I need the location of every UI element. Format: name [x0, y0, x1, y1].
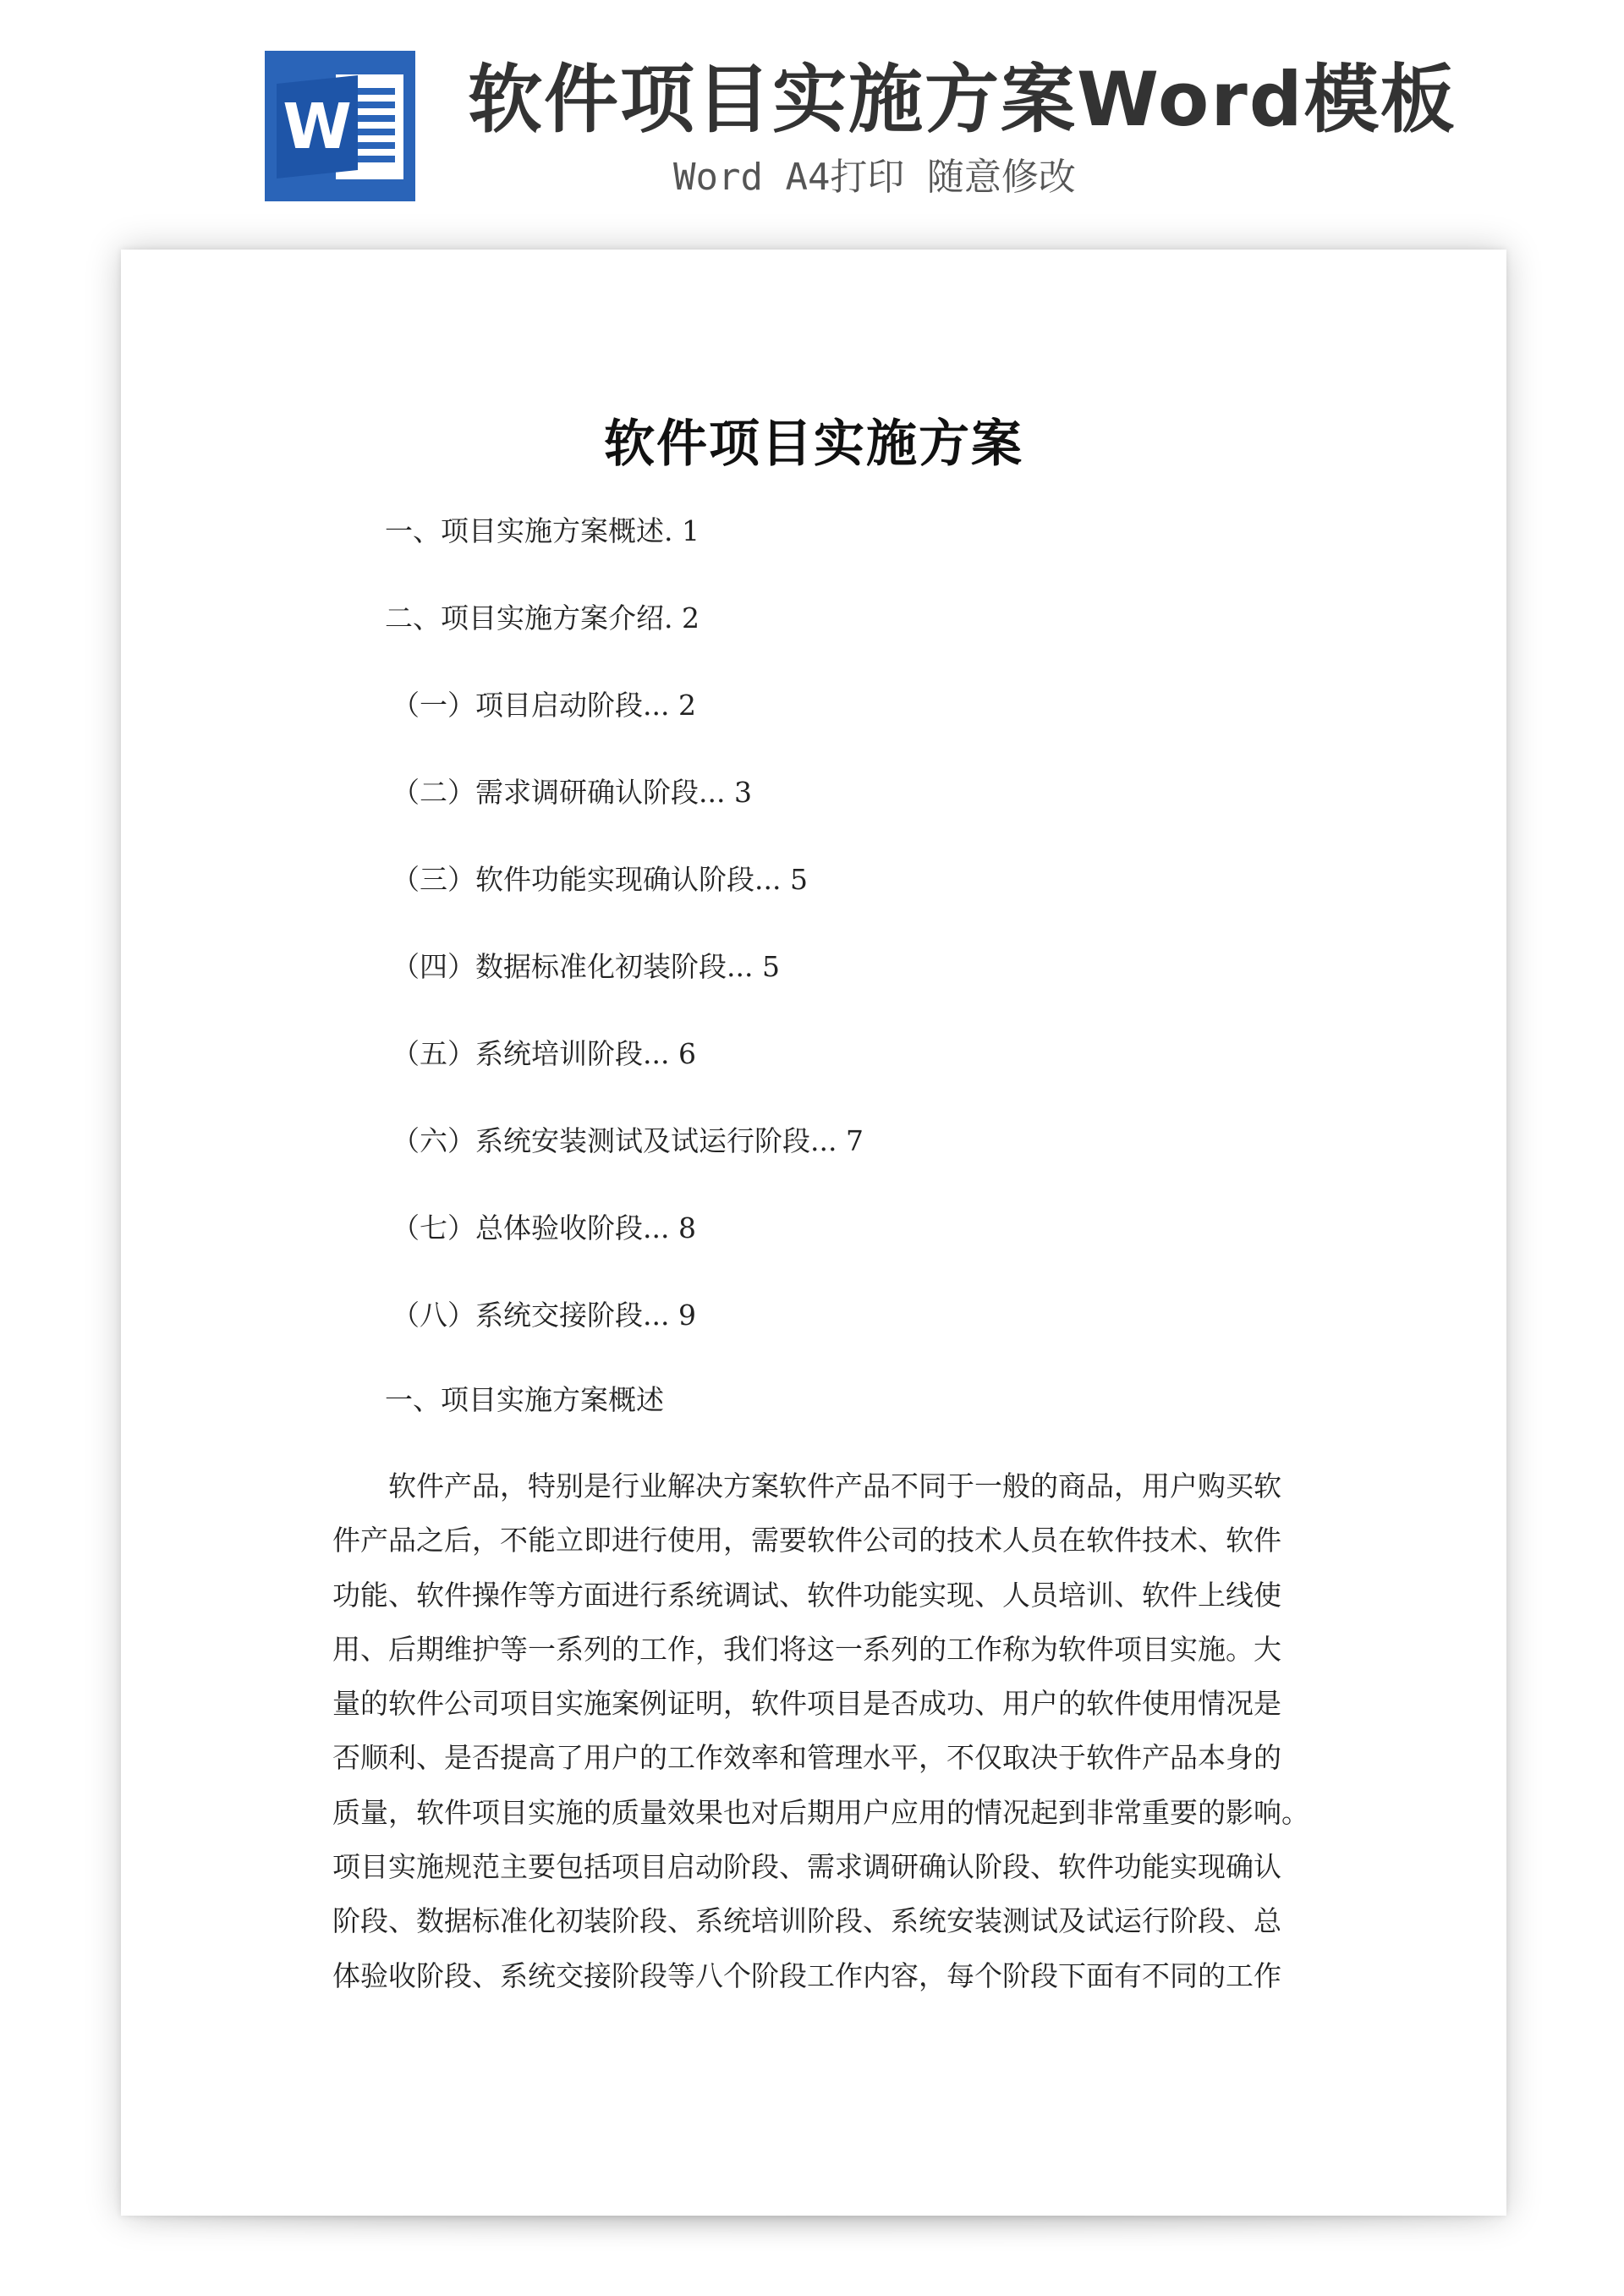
toc-item[interactable]: 二、项目实施方案介绍. 2 [385, 601, 700, 634]
banner-subtitle: Word A4打印 随意修改 [673, 156, 1076, 199]
toc-item[interactable]: （二）需求调研确认阶段... 3 [392, 776, 752, 809]
body-line: 软件产品，特别是行业解决方案软件产品不同于一般的商品，用户购买软 [388, 1469, 1281, 1502]
body-line: 阶段、数据标准化初装阶段、系统培训阶段、系统安装测试及试运行阶段、总 [332, 1904, 1281, 1938]
body-line: 件产品之后，不能立即进行使用，需要软件公司的技术人员在软件技术、软件 [332, 1524, 1281, 1557]
body-line: 量的软件公司项目实施案例证明，软件项目是否成功、用户的软件使用情况是 [332, 1687, 1281, 1721]
body-line: 项目实施规范主要包括项目启动阶段、需求调研确认阶段、软件功能实现确认 [332, 1850, 1281, 1884]
body-line: 质量，软件项目实施的质量效果也对后期用户应用的情况起到非常重要的影响。 [332, 1795, 1309, 1829]
toc-item[interactable]: （七）总体验收阶段... 8 [392, 1211, 696, 1244]
word-logo-icon [265, 51, 415, 201]
document-page [121, 250, 1506, 2216]
section-heading: 一、项目实施方案概述 [385, 1383, 664, 1416]
toc-item[interactable]: （五）系统培训阶段... 6 [392, 1037, 696, 1070]
table-of-contents [385, 510, 1315, 1381]
word-logo-letter: W [283, 91, 352, 163]
body-line: 体验收阶段、系统交接阶段等八个阶段工作内容，每个阶段下面有不同的工作 [332, 1958, 1281, 1992]
toc-item[interactable]: （一）项目启动阶段... 2 [392, 689, 696, 722]
body-line: 用、后期维护等一系列的工作，我们将这一系列的工作称为软件项目实施。大 [332, 1632, 1281, 1666]
banner-title: 软件项目实施方案Word模板 [468, 56, 1457, 143]
body-line: 功能、软件操作等方面进行系统调试、软件功能实现、人员培训、软件上线使 [332, 1578, 1281, 1612]
toc-item[interactable]: （四）数据标准化初装阶段... 5 [392, 950, 780, 983]
banner [0, 0, 1624, 220]
body-line: 否顺利、是否提高了用户的工作效率和管理水平，不仅取决于软件产品本身的 [332, 1741, 1281, 1775]
toc-item[interactable]: （三）软件功能实现确认阶段... 5 [392, 863, 808, 896]
toc-item[interactable]: 一、项目实施方案概述. 1 [385, 514, 700, 547]
toc-item[interactable]: （六）系统安装测试及试运行阶段... 7 [392, 1124, 864, 1157]
body-paragraph [332, 1465, 1309, 2009]
document-title: 软件项目实施方案 [604, 415, 1023, 474]
toc-item[interactable]: （八）系统交接阶段... 9 [392, 1299, 696, 1332]
